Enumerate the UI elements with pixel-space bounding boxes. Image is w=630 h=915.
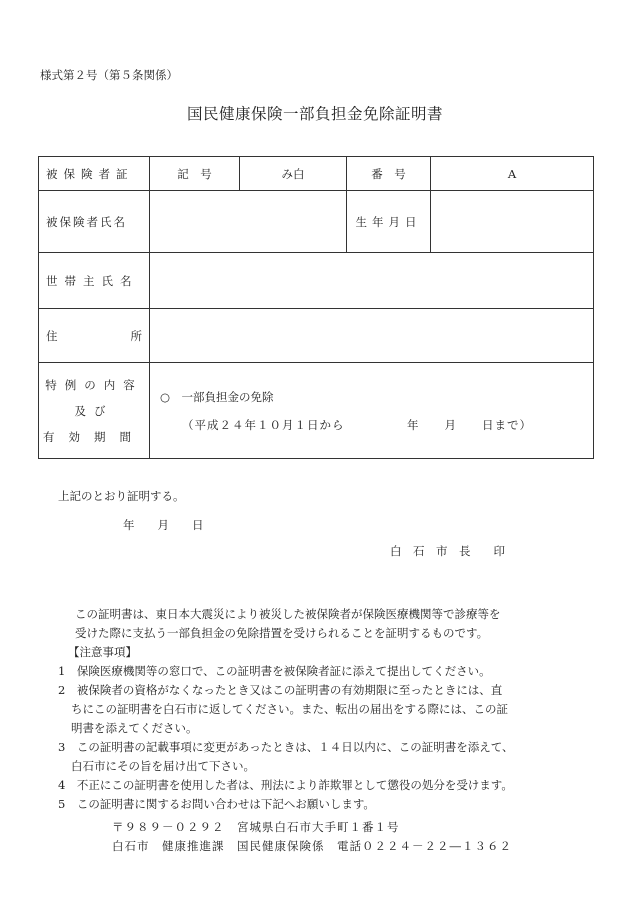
note-2c: 明書を添えてください。 xyxy=(71,721,198,735)
special-line-2: （平成２４年１０月１日から 年 月 日まで） xyxy=(182,417,532,432)
householder-label: 世帯主氏名 xyxy=(39,253,150,309)
table-row-address xyxy=(39,309,594,363)
certificate-table xyxy=(38,156,594,459)
special-content-cell xyxy=(150,363,594,459)
note-1: 1 保険医療機関等の窓口で、この証明書を被保険者証に添えて提出してください。 xyxy=(58,664,491,678)
special-label-3: 有効期間 xyxy=(43,429,145,444)
birthdate-value xyxy=(431,191,594,253)
note-3a: 3 この証明書の記載事項に変更があったときは、１４日以内に、この証明書を添えて、 xyxy=(58,740,514,754)
table-row-insured-card xyxy=(39,157,594,191)
note-4: 4 不正にこの証明書を使用した者は、刑法により詐欺罪として懲役の処分を受けます。 xyxy=(58,778,513,792)
insured-name-label: 被保険者氏名 xyxy=(39,191,150,253)
symbol-value: み白 xyxy=(240,157,347,191)
note-2a: 2 被保険者の資格がなくなったとき又はこの証明書の有効期限に至ったときには、直 xyxy=(58,683,503,697)
intro-line-1: この証明書は、東日本大震災により被災した被保険者が保険医療機関等で診療等を xyxy=(75,607,501,621)
special-label-cell xyxy=(39,363,150,459)
number-value: A xyxy=(431,157,594,191)
table-row-householder xyxy=(39,253,594,309)
address-label-1: 住 xyxy=(46,328,58,343)
special-line-1: ○ 一部負担金の免除 xyxy=(160,389,274,404)
certify-date: 年 月 日 xyxy=(123,518,204,532)
table-row-insured-name xyxy=(39,191,594,253)
notes-heading: 【注意事項】 xyxy=(68,645,137,659)
form-number: 様式第２号（第５条関係） xyxy=(40,68,178,82)
certify-statement: 上記のとおり証明する。 xyxy=(58,489,185,503)
special-label-1: 特例の内容 xyxy=(45,377,143,392)
householder-value xyxy=(150,253,594,309)
contact-address: 〒９８９－０２９２ 宮城県白石市大手町１番１号 xyxy=(112,820,400,834)
insured-name-value xyxy=(150,191,347,253)
note-2b: ちにこの証明書を白石市に返してください。また、転出の届出をする際には、この証 xyxy=(71,702,508,716)
contact-department: 白石市 健康推進課 国民健康保険係 電話０２２４－２２―１３６２ xyxy=(112,839,512,853)
special-label-2: 及び xyxy=(74,403,114,418)
issuer: 白 石 市 長 印 xyxy=(390,544,505,558)
number-label: 番 号 xyxy=(347,157,431,191)
symbol-label: 記 号 xyxy=(150,157,240,191)
table-row-special xyxy=(39,363,594,459)
note-3b: 白石市にその旨を届け出て下さい。 xyxy=(71,759,255,773)
address-label-cell xyxy=(39,309,150,363)
birthdate-label: 生年月日 xyxy=(347,191,431,253)
address-label-2: 所 xyxy=(130,328,142,343)
document-title: 国民健康保険一部負担金免除証明書 xyxy=(186,105,443,123)
address-value xyxy=(150,309,594,363)
insured-card-label: 被保険者証 xyxy=(39,157,150,191)
intro-line-2: 受けた際に支払う一部負担金の免除措置を受けられることを証明するものです。 xyxy=(75,626,489,640)
note-5: 5 この証明書に関するお問い合わせは下記へお願いします。 xyxy=(58,797,375,811)
